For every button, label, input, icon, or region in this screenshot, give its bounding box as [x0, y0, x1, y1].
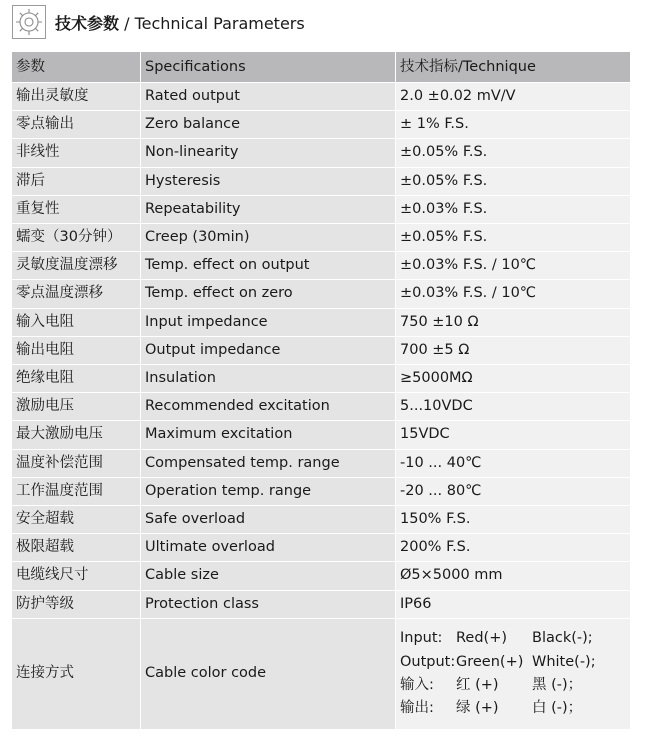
- section-header: [12, 4, 305, 40]
- value-cell: ±0.05% F.S.: [396, 167, 631, 195]
- value-cell: -10 ... 40℃: [396, 449, 631, 477]
- wire-positive: 红 (+): [456, 676, 499, 693]
- param-cell: 连接方式: [12, 618, 141, 729]
- wire-negative: 白 (-)；: [532, 700, 583, 717]
- value-cell: ±0.05% F.S.: [396, 224, 631, 252]
- param-cell: 防护等级: [12, 590, 141, 618]
- value-cell: 15VDC: [396, 421, 631, 449]
- value-cell: ±0.03% F.S. / 10℃: [396, 252, 631, 280]
- table-row: [12, 393, 631, 421]
- table-header-row: [12, 52, 631, 83]
- table-row-cable-color: [12, 618, 631, 729]
- wire-positive: Red(+): [456, 630, 508, 647]
- param-cell: 绝缘电阻: [12, 365, 141, 393]
- column-header-param: 参数: [12, 52, 141, 83]
- spec-cell: Compensated temp. range: [141, 449, 396, 477]
- table-row: [12, 167, 631, 195]
- column-header-spec: Specifications: [141, 52, 396, 83]
- column-header-value: 技术指标/Technique: [396, 52, 631, 83]
- spec-cell: Hysteresis: [141, 167, 396, 195]
- param-cell: 极限超载: [12, 534, 141, 562]
- wire-label: 输出:: [400, 700, 434, 717]
- spec-cell: Rated output: [141, 83, 396, 111]
- spec-cell: Maximum excitation: [141, 421, 396, 449]
- value-cell: 700 ±5 Ω: [396, 336, 631, 364]
- param-cell: 最大激励电压: [12, 421, 141, 449]
- value-cell: ≥5000MΩ: [396, 365, 631, 393]
- cable-color-line: [400, 627, 630, 650]
- value-cell: ±0.03% F.S.: [396, 195, 631, 223]
- value-cell: 750 ±10 Ω: [396, 308, 631, 336]
- value-cell: 5...10VDC: [396, 393, 631, 421]
- table-row: [12, 224, 631, 252]
- table-row: [12, 477, 631, 505]
- value-cell: 150% F.S.: [396, 506, 631, 534]
- wire-label: 输入:: [400, 676, 434, 693]
- spec-cell: Protection class: [141, 590, 396, 618]
- table-row: [12, 590, 631, 618]
- value-cell: ±0.03% F.S. / 10℃: [396, 280, 631, 308]
- title-en: Technical Parameters: [134, 13, 305, 33]
- table-row: [12, 111, 631, 139]
- cable-color-line: [400, 697, 630, 720]
- wire-negative: White(-);: [532, 653, 596, 670]
- value-cell-cable-color: [396, 618, 631, 729]
- param-cell: 重复性: [12, 195, 141, 223]
- table-row: [12, 365, 631, 393]
- table-row: [12, 83, 631, 111]
- spec-cell: Non-linearity: [141, 139, 396, 167]
- spec-cell: Input impedance: [141, 308, 396, 336]
- table-row: [12, 139, 631, 167]
- param-cell: 工作温度范围: [12, 477, 141, 505]
- spec-cell: Output impedance: [141, 336, 396, 364]
- value-cell: -20 ... 80℃: [396, 477, 631, 505]
- spec-cell: Repeatability: [141, 195, 396, 223]
- table-row: [12, 195, 631, 223]
- param-cell: 滞后: [12, 167, 141, 195]
- wire-negative: 黑 (-)；: [532, 676, 583, 693]
- table-row: [12, 421, 631, 449]
- param-cell: 输出灵敏度: [12, 83, 141, 111]
- table-row: [12, 308, 631, 336]
- wire-positive: Green(+): [456, 653, 524, 670]
- param-cell: 非线性: [12, 139, 141, 167]
- spec-cell: Recommended excitation: [141, 393, 396, 421]
- wire-negative: Black(-);: [532, 630, 593, 647]
- spec-cell: Temp. effect on zero: [141, 280, 396, 308]
- value-cell: Ø5×5000 mm: [396, 562, 631, 590]
- param-cell: 零点输出: [12, 111, 141, 139]
- spec-cell: Cable color code: [141, 618, 396, 729]
- spec-cell: Operation temp. range: [141, 477, 396, 505]
- param-cell: 电缆线尺寸: [12, 562, 141, 590]
- param-cell: 零点温度漂移: [12, 280, 141, 308]
- param-cell: 安全超载: [12, 506, 141, 534]
- title-separator: /: [119, 13, 135, 33]
- table-row: [12, 252, 631, 280]
- spec-cell: Cable size: [141, 562, 396, 590]
- param-cell: 输入电阻: [12, 308, 141, 336]
- value-cell: ± 1% F.S.: [396, 111, 631, 139]
- spec-cell: Safe overload: [141, 506, 396, 534]
- table-row: [12, 336, 631, 364]
- spec-cell: Temp. effect on output: [141, 252, 396, 280]
- wire-label: Input:: [400, 630, 443, 647]
- table-row: [12, 562, 631, 590]
- spec-cell: Insulation: [141, 365, 396, 393]
- value-cell: 2.0 ±0.02 mV/V: [396, 83, 631, 111]
- spec-cell: Zero balance: [141, 111, 396, 139]
- cable-color-line: [400, 674, 630, 697]
- value-cell: 200% F.S.: [396, 534, 631, 562]
- wire-label: Output:: [400, 653, 456, 670]
- param-cell: 激励电压: [12, 393, 141, 421]
- param-cell: 蠕变（30分钟）: [12, 224, 141, 252]
- spec-cell: Creep (30min): [141, 224, 396, 252]
- wire-positive: 绿 (+): [456, 700, 499, 717]
- table-row: [12, 449, 631, 477]
- table-row: [12, 280, 631, 308]
- value-cell: ±0.05% F.S.: [396, 139, 631, 167]
- spec-cell: Ultimate overload: [141, 534, 396, 562]
- parameters-table: [11, 51, 631, 730]
- value-cell: IP66: [396, 590, 631, 618]
- param-cell: 输出电阻: [12, 336, 141, 364]
- cable-color-line: [400, 651, 630, 674]
- table-row: [12, 506, 631, 534]
- param-cell: 灵敏度温度漂移: [12, 252, 141, 280]
- title-cn: 技术参数: [55, 13, 120, 33]
- gear-icon: [12, 5, 46, 39]
- table-row: [12, 534, 631, 562]
- page-title: [55, 11, 305, 34]
- param-cell: 温度补偿范围: [12, 449, 141, 477]
